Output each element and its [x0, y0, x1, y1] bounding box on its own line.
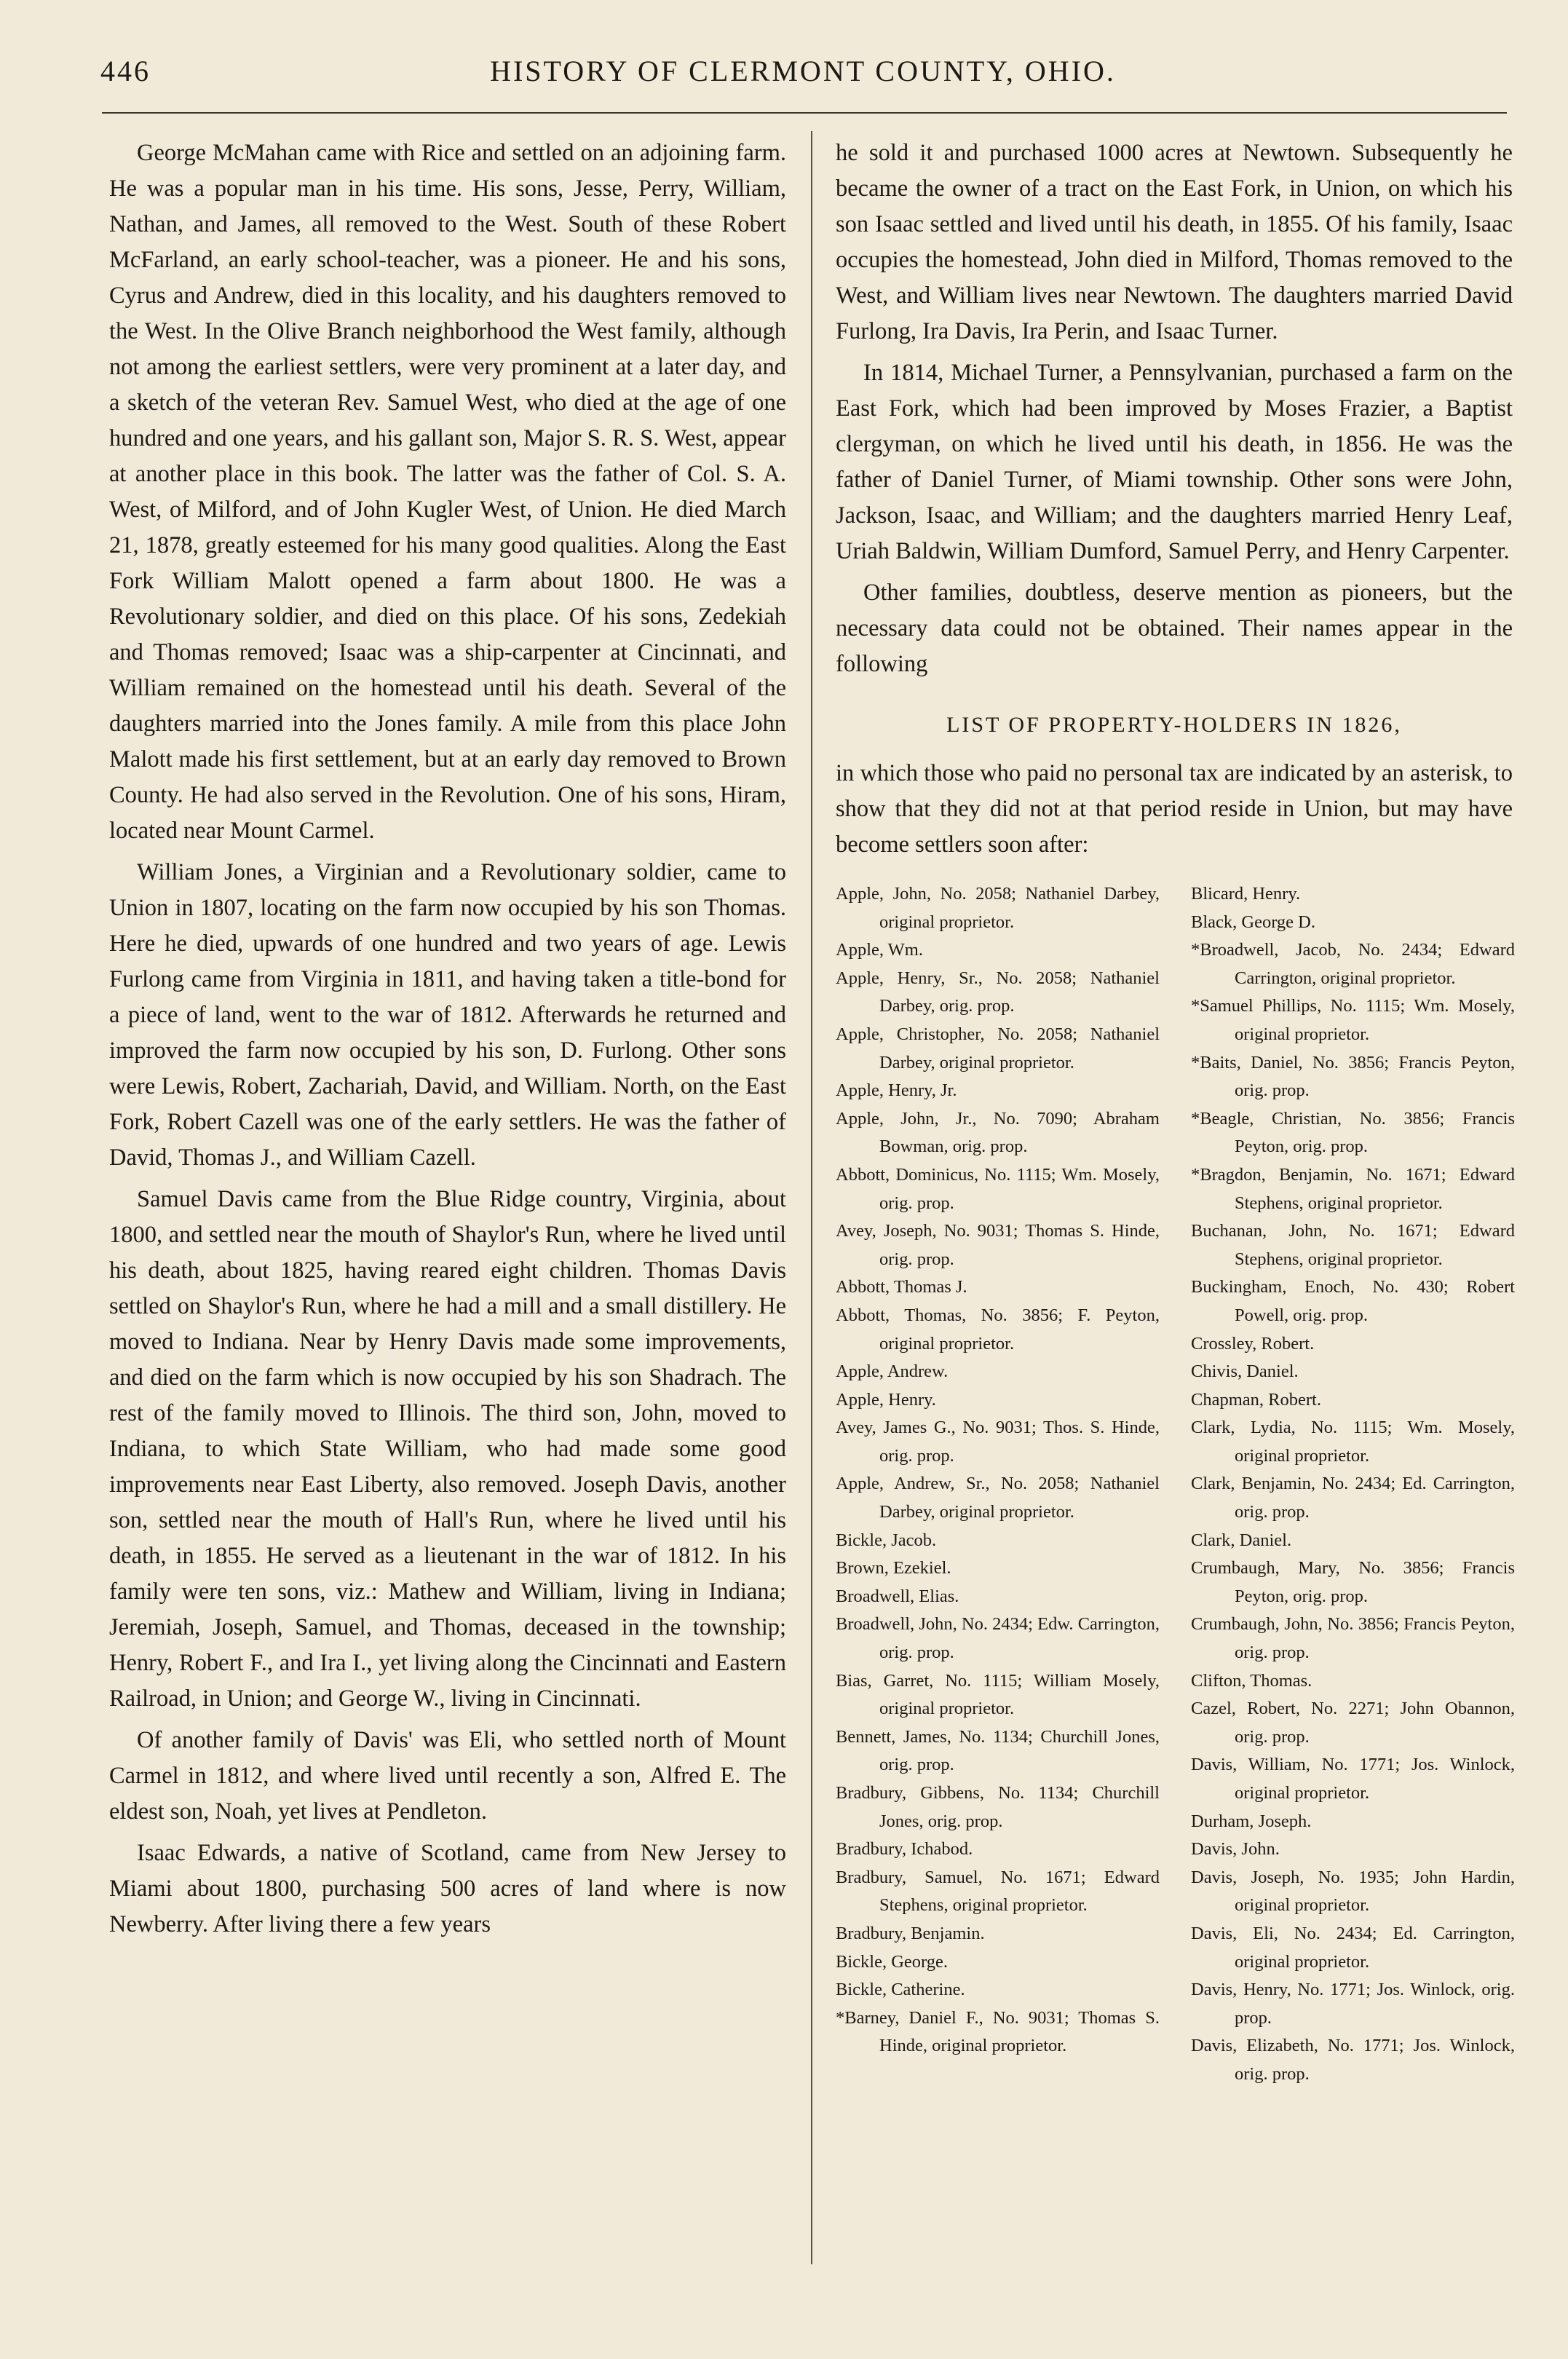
paragraph: Other families, doubtless, deserve mention as pioneers, but the necessary data could not be obtained. Their names appear in the following — [836, 580, 1513, 677]
list-entry: Abbott, Dominicus, No. 1115; Wm. Mosely, orig. prop. — [836, 1164, 1160, 1213]
list-entry: Blicard, Henry. — [1191, 884, 1301, 904]
list-left-column — [836, 880, 1160, 2060]
list-entry: Clark, Benjamin, No. 2434; Ed. Carrington, orig. prop. — [1191, 1474, 1515, 1522]
page-number: 446 — [100, 55, 151, 87]
list-entry: Davis, John. — [1191, 1839, 1280, 1860]
list-entry: Apple, Henry. — [836, 1389, 936, 1410]
paragraph: In 1814, Michael Turner, a Pennsylvanian, purchased a farm on the East Fork, which had been improved by Moses Frazier, a Baptist clergyman, on which he lived until his death, in 1856. He was the father of Daniel Turner, of Miami township. Other sons were John, Jackson, Isaac, and William; and the daughters married Henry Leaf, Uriah Baldwin, William Dumford, Samuel Perry, and Henry Carpenter. — [836, 360, 1513, 564]
running-title: HISTORY OF CLERMONT COUNTY, OHIO. — [490, 55, 1116, 87]
list-entry: Bennett, James, No. 1134; Churchill Jones, orig. prop. — [836, 1726, 1160, 1775]
list-entry: Avey, James G., No. 9031; Thos. S. Hinde, orig. prop. — [836, 1418, 1160, 1466]
list-entry: Davis, Joseph, No. 1935; John Hardin, original proprietor. — [1191, 1867, 1515, 1916]
list-entry: Bickle, George. — [836, 1951, 948, 1972]
right-column — [836, 135, 1515, 2084]
list-entry: Apple, Henry, Jr. — [836, 1080, 957, 1101]
list-entry: Clark, Lydia, No. 1115; Wm. Mosely, original proprietor. — [1191, 1418, 1515, 1466]
list-entry: Bickle, Jacob. — [836, 1530, 937, 1550]
paragraph: George McMahan came with Rice and settled on an adjoining farm. He was a popular man in his time. His sons, Jesse, Perry, William, Nathan, and James, all removed to the West. South of these Robert McFarland, an early school-teacher, was a pioneer. He and his sons, Cyrus and Andrew, died in this locality, and his daughters removed to the West. In the Olive Branch neighborhood the West family, although not among the earliest settlers, were very prominent at a later day, and a sketch of the veteran Rev. Samuel West, who died at the age of one hundred and one years, and his gallant son, Major S. R. S. West, appear at another place in this book. The latter was the father of Col. S. A. West, of Milford, and of John Kugler West, of Union. He died March 21, 1878, greatly esteemed for his many good qualities. Along the East Fork William Malott opened a farm about 1800. He was a Revolutionary soldier, and died on this place. Of his sons, Zedekiah and Thomas removed; Isaac was a ship-carpenter at Cincinnati, and William remained on the homestead until his death. Several of the daughters married into the Jones family. A mile from this place John Malott made his first settlement, but at an early day removed to Brown County. He had also served in the Revolution. One of his sons, Hiram, located near Mount Carmel. — [109, 140, 786, 844]
paragraph: Of another family of Davis' was Eli, who settled north of Mount Carmel in 1812, and where lived until recently a son, Alfred E. The eldest son, Noah, yet lives at Pendleton. — [109, 1727, 786, 1825]
list-entry: Abbott, Thomas J. — [836, 1277, 967, 1297]
section-heading: LIST OF PROPERTY-HOLDERS IN 1826, — [946, 713, 1402, 737]
list-entry: Davis, William, No. 1771; Jos. Winlock, original proprietor. — [1191, 1755, 1515, 1803]
list-entry: Brown, Ezekiel. — [836, 1558, 951, 1578]
list-entry: Durham, Joseph. — [1191, 1811, 1312, 1831]
list-entry: *Broadwell, Jacob, No. 2434; Edward Carrington, original proprietor. — [1191, 940, 1515, 988]
list-entry: Davis, Elizabeth, No. 1771; Jos. Winlock, orig. prop. — [1191, 2036, 1515, 2084]
list-entry: Chivis, Daniel. — [1191, 1362, 1299, 1382]
list-entry: Apple, Andrew, Sr., No. 2058; Nathaniel Darbey, original proprietor. — [836, 1474, 1160, 1522]
column-divider — [811, 131, 812, 2264]
list-entry: *Baits, Daniel, No. 3856; Francis Peyton, orig. prop. — [1191, 1052, 1515, 1101]
paragraph: he sold it and purchased 1000 acres at Newtown. Subsequently he became the owner of a tract on the East Fork, in Union, on which his son Isaac settled and lived until his death, in 1855. Of his family, Isaac occupies the homestead, John died in Milford, Thomas removed to the West, and William lives near Newtown. The daughters married David Furlong, Ira Davis, Ira Perin, and Isaac Turner. — [836, 140, 1513, 344]
list-entry: *Beagle, Christian, No. 3856; Francis Peyton, orig. prop. — [1191, 1108, 1515, 1157]
list-entry: Buckingham, Enoch, No. 430; Robert Powell, orig. prop. — [1191, 1277, 1515, 1325]
list-entry: Apple, Wm. — [836, 940, 923, 960]
list-entry: Bradbury, Ichabod. — [836, 1839, 973, 1860]
list-entry: Avey, Joseph, No. 9031; Thomas S. Hinde, orig. prop. — [836, 1221, 1160, 1269]
list-entry: Buchanan, John, No. 1671; Edward Stephens, original proprietor. — [1191, 1221, 1515, 1269]
list-entry: Clifton, Thomas. — [1191, 1670, 1312, 1691]
paragraph: William Jones, a Virginian and a Revolutionary soldier, came to Union in 1807, locating on the farm now occupied by his son Thomas. Here he died, upwards of one hundred and two years of age. Lewis Furlong came from Virginia in 1811, and having taken a title-bond for a piece of land, went to the war of 1812. Afterwards he returned and improved the farm now occupied by his son, D. Furlong. Other sons were Lewis, Robert, Zachariah, David, and William. North, on the East Fork, Robert Cazell was one of the early settlers. He was the father of David, Thomas J., and William Cazell. — [109, 859, 786, 1171]
list-entry: *Barney, Daniel F., No. 9031; Thomas S. Hinde, original proprietor. — [836, 2007, 1160, 2056]
paragraph: Isaac Edwards, a native of Scotland, came from New Jersey to Miami about 1800, purchasing 500 acres of land where is now Newberry. After living there a few years — [109, 1840, 786, 1937]
left-column — [109, 135, 786, 1948]
list-intro: in which those who paid no personal tax are indicated by an asterisk, to show that they did not at that period reside in Union, but may have become settlers soon after: — [836, 760, 1513, 858]
list-entry: Apple, John, Jr., No. 7090; Abraham Bowman, orig. prop. — [836, 1108, 1160, 1157]
list-entry: Broadwell, Elias. — [836, 1586, 959, 1606]
list-entry: Crossley, Robert. — [1191, 1333, 1315, 1354]
header-rule — [102, 112, 1507, 114]
list-entry: Crumbaugh, Mary, No. 3856; Francis Peyton, orig. prop. — [1191, 1558, 1515, 1606]
list-entry: Bradbury, Samuel, No. 1671; Edward Stephens, original proprietor. — [836, 1867, 1160, 1916]
list-entry: Abbott, Thomas, No. 3856; F. Peyton, original proprietor. — [836, 1305, 1160, 1354]
list-entry: Cazel, Robert, No. 2271; John Obannon, orig. prop. — [1191, 1699, 1515, 1747]
list-entry: Chapman, Robert. — [1191, 1389, 1321, 1410]
list-entry: Apple, Andrew. — [836, 1362, 949, 1382]
list-entry: Broadwell, John, No. 2434; Edw. Carrington, orig. prop. — [836, 1614, 1160, 1663]
list-entry: Davis, Eli, No. 2434; Ed. Carrington, original proprietor. — [1191, 1923, 1515, 1972]
paragraph: Samuel Davis came from the Blue Ridge country, Virginia, about 1800, and settled near the mouth of Shaylor's Run, where he lived until his death, about 1825, having reared eight children. Thomas Davis settled on Shaylor's Run, where he had a mill and a small distillery. He moved to Indiana. Near by Henry Davis made some improvements, and died on the farm which is now occupied by his son Shadrach. The rest of the family moved to Illinois. The third son, John, moved to Indiana, to which State William, who had made some good improvements near East Liberty, also removed. Joseph Davis, another son, settled near the mouth of Hall's Run, where he lived until his death, in 1855. He served as a lieutenant in the war of 1812. In his family were ten sons, viz.: Mathew and William, living in Indiana; Jeremiah, Joseph, Samuel, and Thomas, deceased in the township; Henry, Robert F., and Ira I., yet living along the Cincinnati and Eastern Railroad, in Union; and George W., living in Cincinnati. — [109, 1186, 786, 1712]
list-entry: Crumbaugh, John, No. 3856; Francis Peyton, orig. prop. — [1191, 1614, 1515, 1663]
list-entry: *Samuel Phillips, No. 1115; Wm. Mosely, original proprietor. — [1191, 996, 1515, 1044]
list-entry: Clark, Daniel. — [1191, 1530, 1292, 1550]
list-entry: Bickle, Catherine. — [836, 1980, 965, 2000]
list-right-column — [1191, 880, 1515, 2089]
list-entry: Apple, Henry, Sr., No. 2058; Nathaniel Darbey, orig. prop. — [836, 968, 1160, 1016]
list-entry: Apple, John, No. 2058; Nathaniel Darbey, original proprietor. — [836, 884, 1160, 932]
list-entry: Bradbury, Benjamin. — [836, 1923, 985, 1943]
list-entry: Black, George D. — [1191, 912, 1315, 932]
list-entry: *Bragdon, Benjamin, No. 1671; Edward Stephens, original proprietor. — [1191, 1164, 1515, 1213]
list-entry: Bias, Garret, No. 1115; William Mosely, original proprietor. — [836, 1670, 1160, 1719]
list-entry: Apple, Christopher, No. 2058; Nathaniel Darbey, original proprietor. — [836, 1024, 1160, 1072]
list-entry: Bradbury, Gibbens, No. 1134; Churchill Jones, orig. prop. — [836, 1783, 1160, 1831]
list-entry: Davis, Henry, No. 1771; Jos. Winlock, orig. prop. — [1191, 1980, 1515, 2028]
page-header — [100, 54, 1505, 98]
